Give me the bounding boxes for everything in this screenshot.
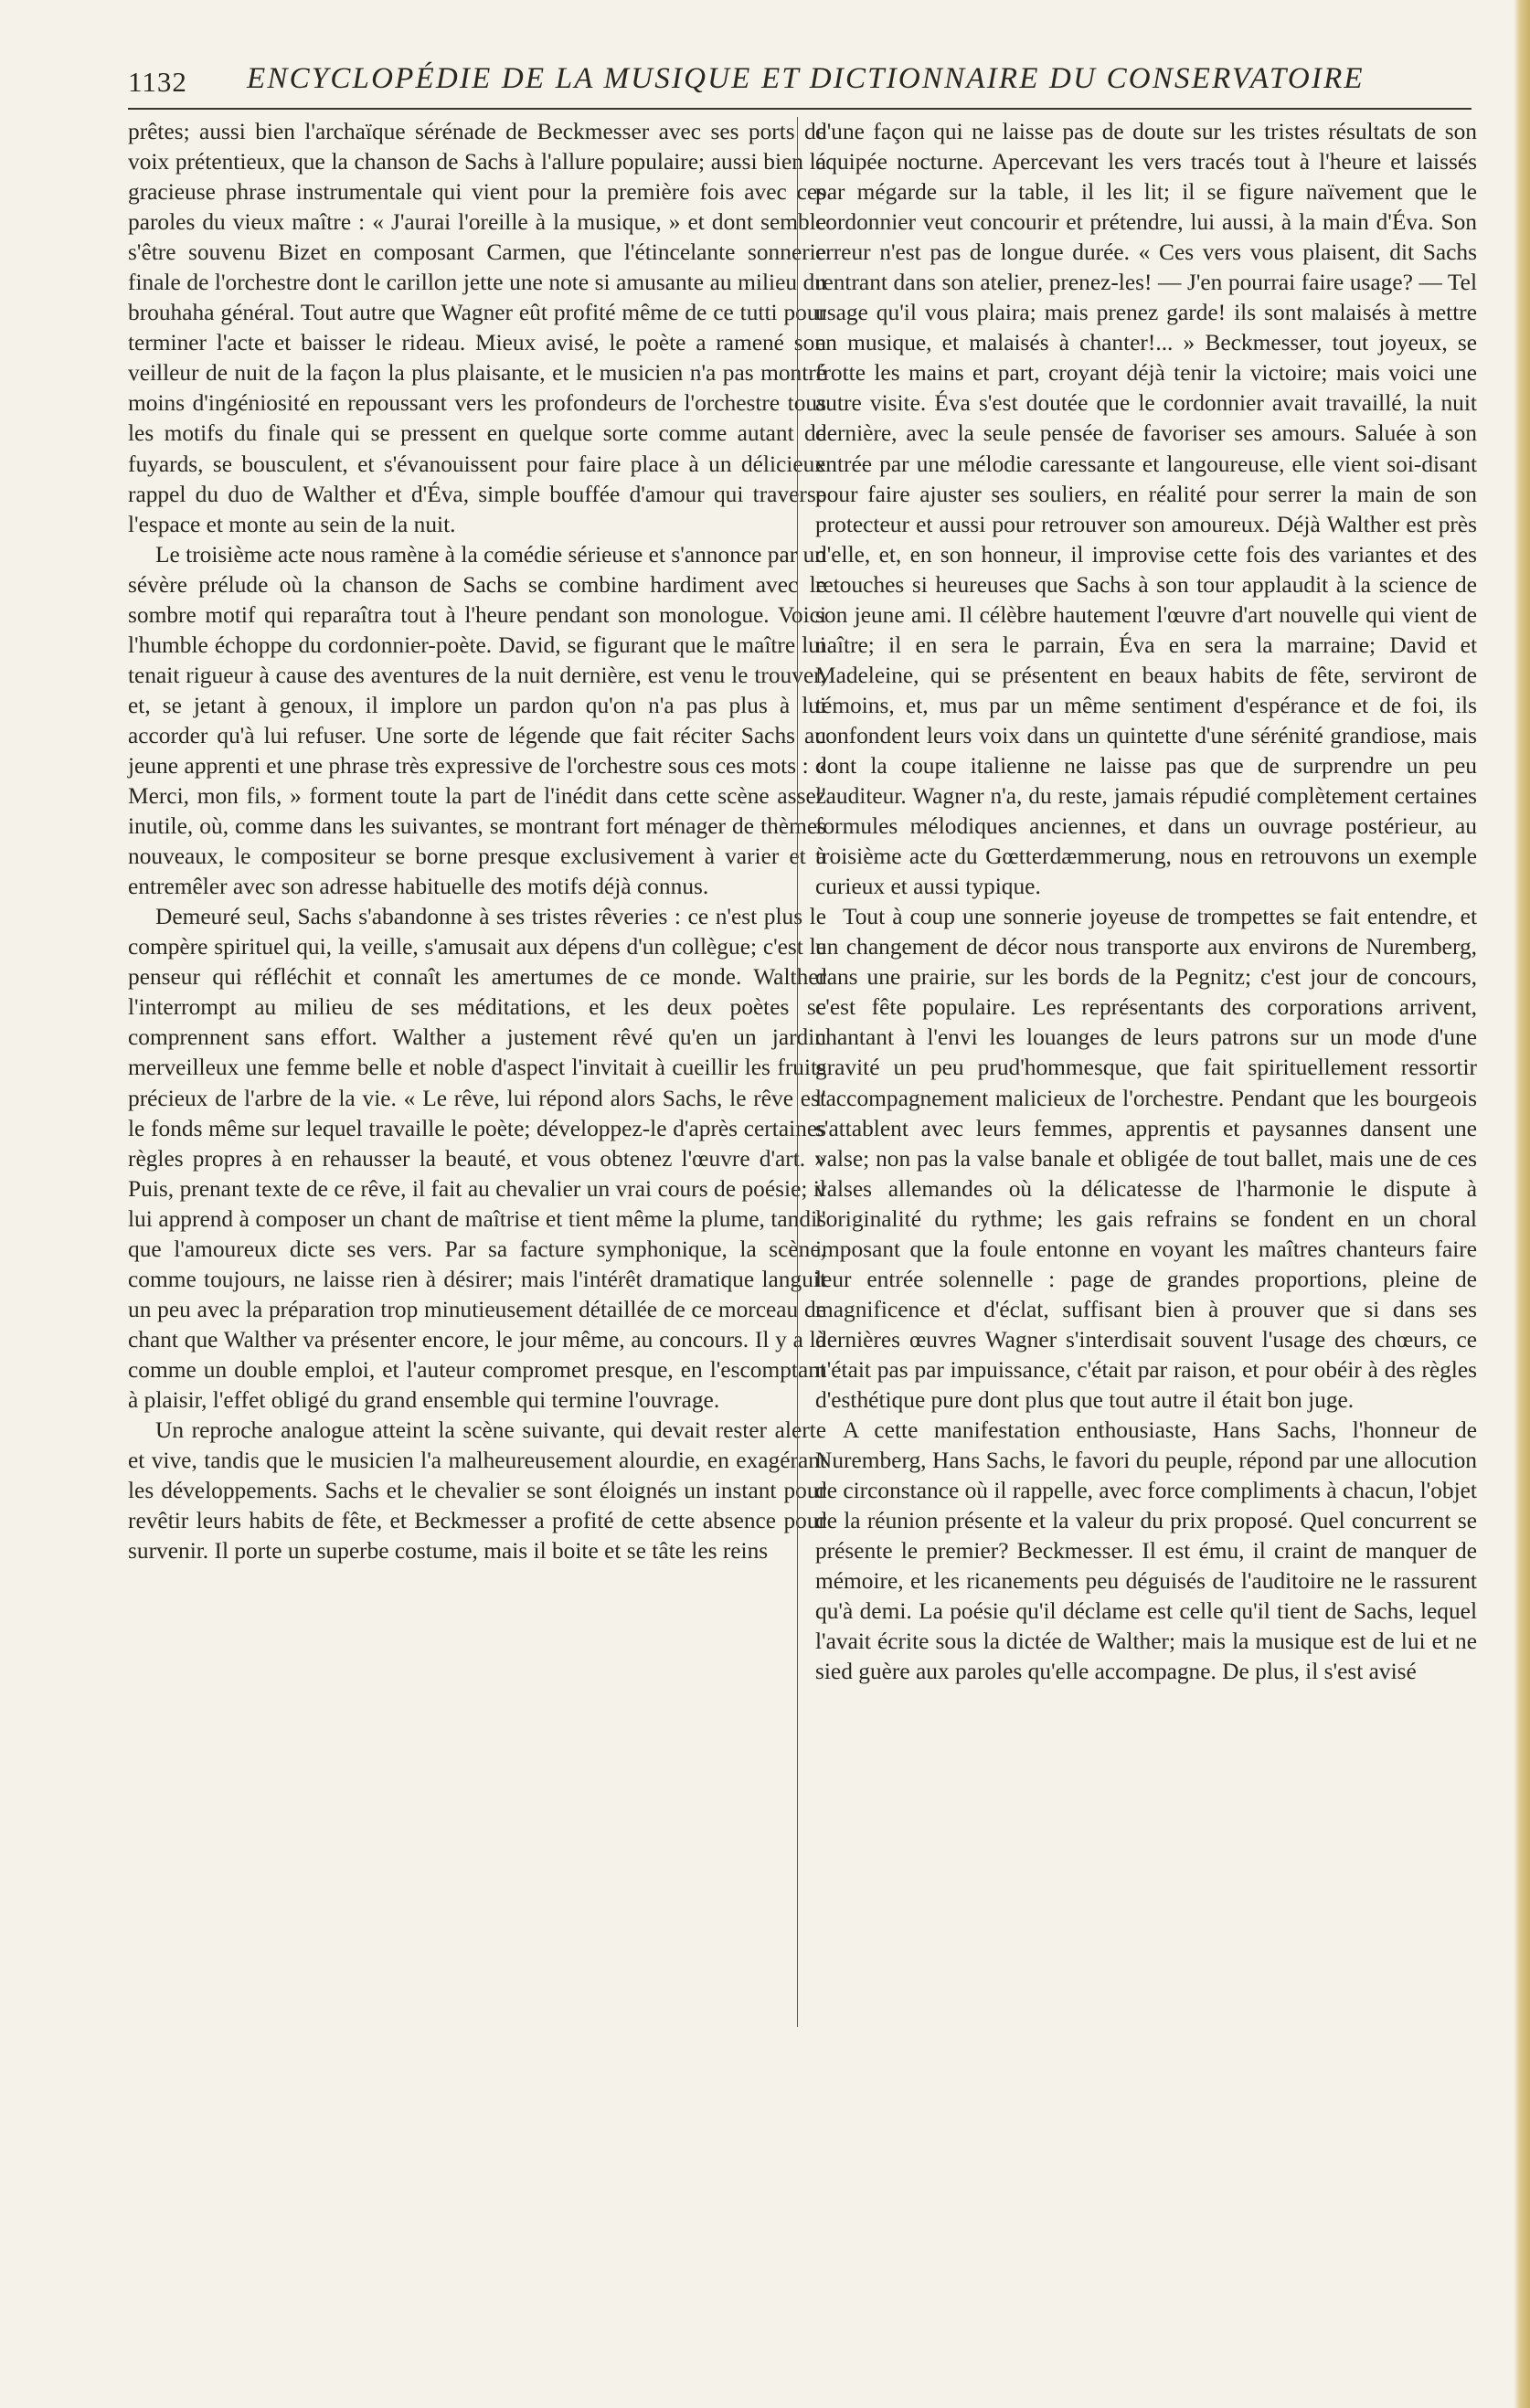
running-title: ENCYCLOPÉDIE DE LA MUSIQUE ET DICTIONNAIRE DU CONSERVATOIRE (247, 62, 1365, 95)
page-header (128, 62, 1462, 104)
paragraph: prêtes; aussi bien l'archaïque sérénade de Beckmesser avec ses ports de voix prétentieux, que la chanson de Sachs à l'allure populaire; aussi bien la gracieuse phrase instrumentale qui vient pour la première fois avec ces paroles du vieux maître : « J'aurai l'oreille à la musique, » et dont semble s'être souvenu Bizet en composant Carmen, que l'étincelante sonnerie finale de l'orchestre dont le carillon jette une note si amusante au milieu du brouhaha général. Tout autre que Wagner eût profité même de ce tutti pour terminer l'acte et baisser le rideau. Mieux avisé, le poète a ramené son veilleur de nuit de la façon la plus plaisante, et le musicien n'a pas montré moins d'ingéniosité en repoussant vers les profondeurs de l'orchestre tous les motifs du finale qui se pressent en quelque sorte comme autant de fuyards, se bousculent, et s'évanouissent pour faire place à un délicieux rappel du duo de Walther et d'Éva, simple bouffée d'amour qui traverse l'espace et monte au sein de la nuit. (128, 119, 826, 537)
page-edge (1514, 0, 1530, 2408)
paragraph: Un reproche analogue atteint la scène suivante, qui devait rester alerte et vive, tandis que le musicien l'a malheureusement alourdie, en exagérant les développements. Sachs et le chevalier se sont éloignés un instant pour revêtir leurs habits de fête, et Beckmesser a profité de cette absence pour survenir. Il porte un superbe costume, mais il boite et se tâte les reins (128, 1417, 826, 1565)
paragraph: Tout à coup une sonnerie joyeuse de trompettes se fait entendre, et un changement de décor nous transporte aux environs de Nuremberg, dans une prairie, sur les bords de la Pegnitz; c'est jour de concours, c'est fête populaire. Les représentants des corporations arrivent, chantant à l'envi les louanges de leurs patrons sur un mode d'une gravité un peu prud'hommesque, que fait spirituellement ressortir l'accompagnement malicieux de l'orchestre. Pendant que les bourgeois s'attablent avec leurs femmes, apprentis et paysannes dansent une valse; non pas la valse banale et obligée de tout ballet, mais une de ces valses allemandes où la délicatesse de l'harmonie le dispute à l'originalité du rythme; les gais refrains se fondent en un choral imposant que la foule entonne en voyant les maîtres chanteurs faire leur entrée solennelle : page de grandes proportions, pleine de magnificence et d'éclat, suffisant bien à prouver que si dans ses dernières œuvres Wagner s'interdisait souvent l'usage des chœurs, ce n'était pas par impuissance, c'était par raison, et pour obéir à des règles d'esthétique pure dont plus que tout autre il était bon juge. (815, 904, 1477, 1413)
right-column (815, 117, 1477, 1687)
left-column (128, 117, 826, 1566)
header-rule (128, 108, 1472, 110)
page-number: 1132 (128, 66, 187, 98)
paragraph: d'une façon qui ne laisse pas de doute sur les tristes résultats de son équipée nocturne. Apercevant les vers tracés tout à l'heure et laissés par mégarde sur la table, il les lit; il se figure naïvement que le cordonnier veut concourir et prétendre, lui aussi, à la main d'Éva. Son erreur n'est pas de longue durée. « Ces vers vous plaisent, dit Sachs rentrant dans son atelier, prenez-les! — J'en pourrai faire usage? — Tel usage qu'il vous plaira; mais prenez garde! ils sont malaisés à mettre en musique, et malaisés à chanter!... » Beckmesser, tout joyeux, se frotte les mains et part, croyant déjà tenir la victoire; mais voici une autre visite. Éva s'est doutée que le cordonnier avait travaillé, la nuit dernière, avec la seule pensée de favoriser ses amours. Saluée à son entrée par une mélodie caressante et langoureuse, elle vient soi-disant pour faire ajuster ses souliers, en réalité pour serrer la main de son protecteur et aussi pour retrouver son amoureux. Déjà Walther est près d'elle, et, en son honneur, il improvise cette fois des variantes et des retouches si heureuses que Sachs à son tour applaudit à la science de son jeune ami. Il célèbre hautement l'œuvre d'art nouvelle qui vient de naître; il en sera le parrain, Éva en sera la marraine; David et Madeleine, qui se présentent en beaux habits de fête, serviront de témoins, et, mus par un même sentiment d'espérance et de foi, ils confondent leurs voix dans un quintette d'une sérénité grandiose, mais dont la coupe italienne ne laisse pas que de surprendre un peu l'auditeur. Wagner n'a, du reste, jamais répudié complètement certaines formules mélodiques anciennes, et dans un ouvrage postérieur, au troisième acte du Gœtterdæmmerung, nous en retrouvons un exemple curieux et aussi typique. (815, 119, 1477, 900)
paragraph: Demeuré seul, Sachs s'abandonne à ses tristes rêveries : ce n'est plus le compère spirituel qui, la veille, s'amusait aux dépens d'un collègue; c'est le penseur qui réfléchit et connaît les amertumes de ce monde. Walther l'interrompt au milieu de ses méditations, et les deux poètes se comprennent sans effort. Walther a justement rêvé qu'en un jardin merveilleux une femme belle et noble d'aspect l'invitait à cueillir les fruits précieux de l'arbre de la vie. « Le rêve, lui répond alors Sachs, le rêve est le fonds même sur lequel travaille le poète; développez-le d'après certaines règles propres à en rehausser la beauté, et vous obtenez l'œuvre d'art. » Puis, prenant texte de ce rêve, il fait au chevalier un vrai cours de poésie; il lui apprend à composer un chant de maîtrise et tient même la plume, tandis que l'amoureux dicte ses vers. Par sa facture symphonique, la scène, comme toujours, ne laisse rien à désirer; mais l'intérêt dramatique languit un peu avec la préparation trop minutieusement détaillée de ce morceau de chant que Walther va présenter encore, le jour même, au concours. Il y a là comme un double emploi, et l'auteur compromet presque, en l'escomptant à plaisir, l'effet obligé du grand ensemble qui termine l'ouvrage. (128, 904, 826, 1413)
paragraph: A cette manifestation enthousiaste, Hans Sachs, l'honneur de Nuremberg, Hans Sachs, le favori du peuple, répond par une allocution de circonstance où il rappelle, avec force compliments à chacun, l'objet de la réunion présente et la valeur du prix proposé. Quel concurrent se présente le premier? Beckmesser. Il est ému, il craint de manquer de mémoire, et les ricanements peu déguisés de l'auditoire ne le rassurent qu'à demi. La poésie qu'il déclame est celle qu'il tient de Sachs, lequel l'avait écrite sous la dictée de Walther; mais la musique est de lui et ne sied guère aux paroles qu'elle accompagne. De plus, il s'est avisé (815, 1417, 1477, 1685)
column-divider (797, 117, 798, 2027)
paragraph: Le troisième acte nous ramène à la comédie sérieuse et s'annonce par un sévère prélude où la chanson de Sachs se combine hardiment avec le sombre motif qui reparaîtra tout à l'heure pendant son monologue. Voici l'humble échoppe du cordonnier-poète. David, se figurant que le maître lui tenait rigueur à cause des aventures de la nuit dernière, est venu le trouver, et, se jetant à genoux, il implore un pardon qu'on n'a pas plus à lui accorder qu'à lui refuser. Une sorte de légende que fait réciter Sachs au jeune apprenti et une phrase très expressive de l'orchestre sous ces mots : « Merci, mon fils, » forment toute la part de l'inédit dans cette scène assez inutile, où, comme dans les suivantes, se montrant fort ménager de thèmes nouveaux, le compositeur se borne presque exclusivement à varier et à entremêler avec son adresse habituelle des motifs déjà connus. (128, 541, 826, 900)
